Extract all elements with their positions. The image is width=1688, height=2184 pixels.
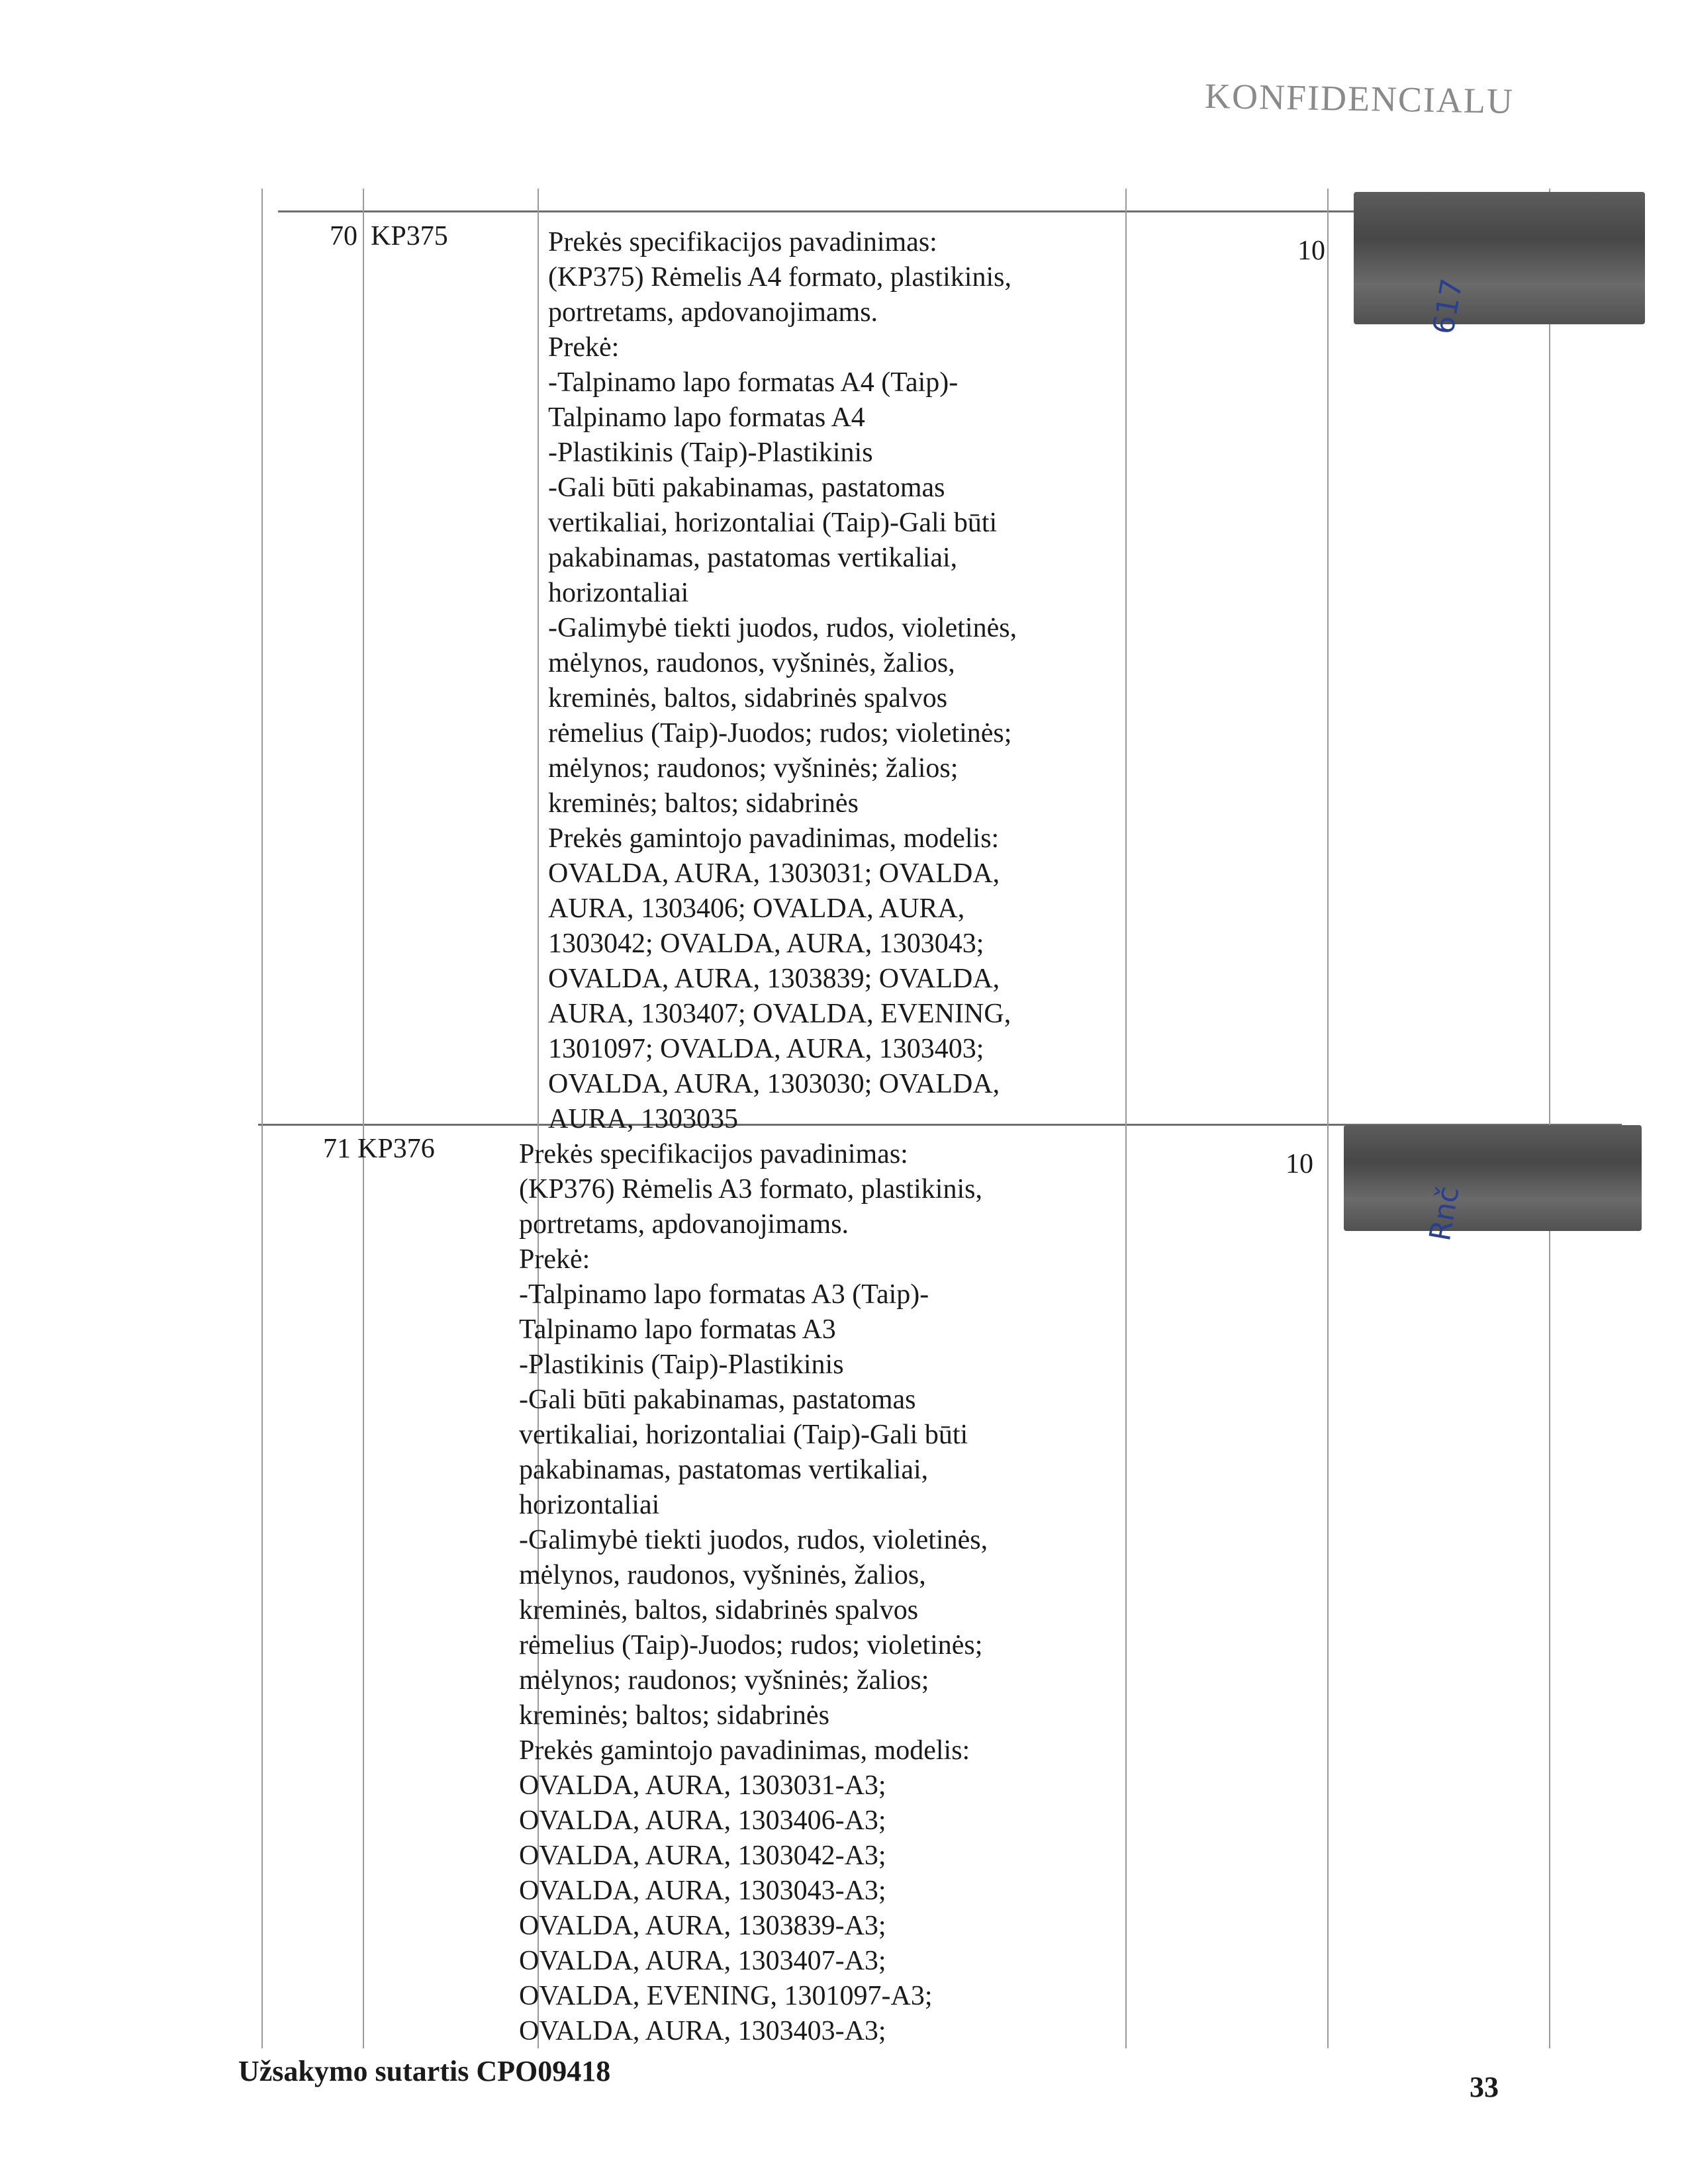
description-line: portretams, apdovanojimams.: [519, 1209, 849, 1240]
page-number: 33: [1470, 2071, 1499, 2103]
column-border-quantity: [1327, 189, 1329, 2048]
description-line: Talpinamo lapo formatas A3: [519, 1314, 836, 1345]
description-line: vertikaliai, horizontaliai (Taip)-Gali būti: [548, 508, 998, 538]
description-line: pakabinamas, pastatomas vertikaliai,: [519, 1455, 929, 1485]
description-line: mėlynos, raudonos, vyšninės, žalios,: [519, 1560, 926, 1590]
description-line: Prekės gamintojo pavadinimas, modelis:: [519, 1735, 970, 1766]
column-border-number: [363, 189, 364, 2048]
description-line: OVALDA, AURA, 1303031; OVALDA,: [548, 858, 1000, 889]
description-line: OVALDA, AURA, 1303030; OVALDA,: [548, 1069, 1000, 1099]
item-description: [519, 1137, 1088, 2049]
description-line: -Plastikinis (Taip)-Plastikinis: [548, 437, 873, 468]
description-line: -Galimybė tiekti juodos, rudos, violetinės,: [548, 613, 1017, 643]
quantity: 10: [1286, 1149, 1313, 1179]
description-line: kreminės; baltos; sidabrinės: [519, 1700, 829, 1731]
handwritten-initials: 617: [1427, 276, 1470, 337]
description-line: Prekė:: [548, 332, 620, 363]
item-code: KP375: [371, 221, 448, 251]
description-line: horizontaliai: [548, 578, 689, 608]
row-number: 70: [330, 221, 357, 251]
description-line: mėlynos; raudonos; vyšninės; žalios;: [519, 1665, 929, 1696]
description-line: rėmelius (Taip)-Juodos; rudos; violetinės;: [519, 1630, 983, 1661]
description-line: rėmelius (Taip)-Juodos; rudos; violetinės;: [548, 718, 1012, 749]
description-line: OVALDA, AURA, 1303043-A3;: [519, 1876, 886, 1906]
description-line: Prekės specifikacijos pavadinimas:: [519, 1139, 908, 1169]
description-line: (KP376) Rėmelis A3 formato, plastikinis,: [519, 1174, 982, 1205]
footer-contract-title: Užsakymo sutartis CPO09418: [238, 2055, 611, 2087]
description-line: -Gali būti pakabinamas, pastatomas: [548, 473, 945, 503]
description-line: AURA, 1303035: [548, 1104, 739, 1134]
description-line: mėlynos, raudonos, vyšninės, žalios,: [548, 648, 955, 678]
handwritten-initials: Rnč: [1423, 1183, 1466, 1244]
description-line: OVALDA, AURA, 1303042-A3;: [519, 1841, 886, 1871]
description-line: Prekės gamintojo pavadinimas, modelis:: [548, 823, 1000, 854]
description-line: OVALDA, EVENING, 1301097-A3;: [519, 1981, 933, 2011]
description-line: AURA, 1303406; OVALDA, AURA,: [548, 893, 965, 924]
description-line: Talpinamo lapo formatas A4: [548, 402, 865, 433]
description-line: OVALDA, AURA, 1303406-A3;: [519, 1805, 886, 1836]
description-line: portretams, apdovanojimams.: [548, 297, 878, 328]
description-line: kreminės; baltos; sidabrinės: [548, 788, 859, 819]
description-line: horizontaliai: [519, 1490, 660, 1520]
description-line: 1301097; OVALDA, AURA, 1303403;: [548, 1034, 984, 1064]
description-line: OVALDA, AURA, 1303031-A3;: [519, 1770, 886, 1801]
item-code: KP376: [357, 1134, 435, 1164]
quantity: 10: [1297, 236, 1325, 266]
description-line: -Talpinamo lapo formatas A3 (Taip)-: [519, 1279, 929, 1310]
description-line: pakabinamas, pastatomas vertikaliai,: [548, 543, 958, 573]
description-line: AURA, 1303407; OVALDA, EVENING,: [548, 999, 1011, 1029]
description-line: mėlynos; raudonos; vyšninės; žalios;: [548, 753, 959, 784]
redacted-signature-box: [1354, 192, 1645, 324]
description-line: vertikaliai, horizontaliai (Taip)-Gali būti: [519, 1420, 968, 1450]
description-line: kreminės, baltos, sidabrinės spalvos: [548, 683, 948, 713]
description-line: kreminės, baltos, sidabrinės spalvos: [519, 1595, 919, 1625]
column-border-left: [261, 189, 263, 2048]
column-border-description: [1125, 189, 1127, 2048]
description-line: -Talpinamo lapo formatas A4 (Taip)-: [548, 367, 959, 398]
description-line: OVALDA, AURA, 1303403-A3;: [519, 2016, 886, 2046]
redacted-signature-box: [1344, 1125, 1642, 1231]
description-line: -Gali būti pakabinamas, pastatomas: [519, 1385, 916, 1415]
item-description: [548, 225, 1117, 1137]
description-line: -Plastikinis (Taip)-Plastikinis: [519, 1349, 844, 1380]
description-line: Prekė:: [519, 1244, 590, 1275]
description-line: OVALDA, AURA, 1303407-A3;: [519, 1946, 886, 1976]
description-line: (KP375) Rėmelis A4 formato, plastikinis,: [548, 262, 1011, 293]
description-line: OVALDA, AURA, 1303839; OVALDA,: [548, 964, 1000, 994]
description-line: 1303042; OVALDA, AURA, 1303043;: [548, 929, 984, 959]
description-line: OVALDA, AURA, 1303839-A3;: [519, 1911, 886, 1941]
description-line: -Galimybė tiekti juodos, rudos, violetinės,: [519, 1525, 988, 1555]
column-border-price: [1549, 189, 1550, 2048]
description-line: Prekės specifikacijos pavadinimas:: [548, 227, 937, 257]
watermark: KONFIDENCIALU: [1204, 75, 1515, 122]
row-number: 71: [323, 1134, 351, 1164]
